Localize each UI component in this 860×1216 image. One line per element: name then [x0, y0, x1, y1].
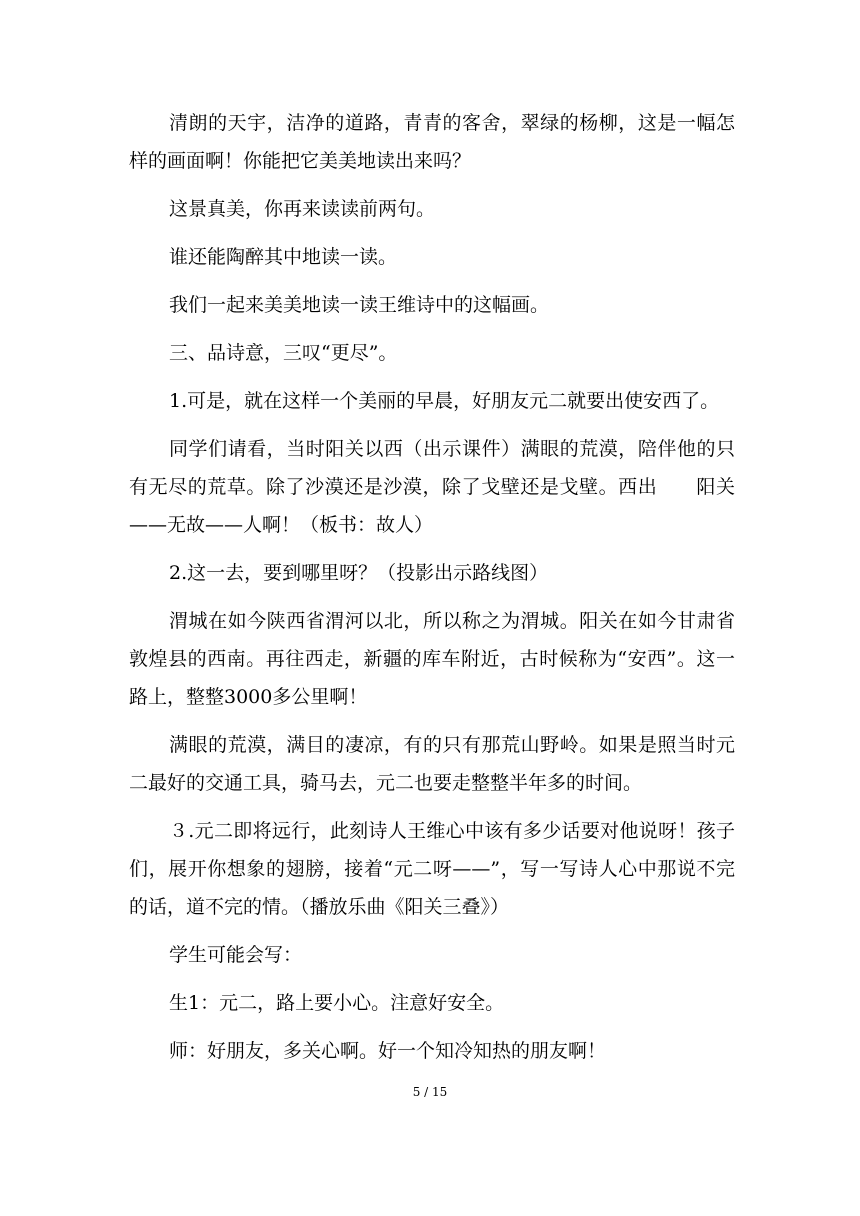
- paragraph: 渭城在如今陕西省渭河以北，所以称之为渭城。阳关在如今甘肃省敦煌县的西南。再往西走，新疆的库车附近，古时候称为“安西”。这一路上，整整3000多公里啊！: [129, 610, 735, 708]
- paragraph: 生1：元二，路上要小心。注意好安全。: [169, 992, 505, 1014]
- paragraph: 同学们请看，当时阳关以西（出示课件）满眼的荒漠，陪伴他的只有无尽的荒草。除了沙漠还是沙漠，除了戈壁还是戈壁。西出 阳关——无故——人啊！（板书：故人）: [129, 438, 735, 536]
- document-body: [129, 104, 735, 1070]
- paragraph: 1.可是，就在这样一个美丽的早晨，好朋友元二就要出使安西了。: [169, 390, 720, 412]
- paragraph: ３.元二即将远行，此刻诗人王维心中该有多少话要对他说呀！孩子们，展开你想象的翅膀，接着“元二呀——”，写一写诗人心中那说不完的话，道不完的情。（播放乐曲《阳关三叠》）: [129, 820, 735, 918]
- paragraph: 清朗的天宇，洁净的道路，青青的客舍，翠绿的杨柳，这是一幅怎样的画面啊！你能把它美美地读出来吗？: [129, 112, 735, 172]
- paragraph: 学生可能会写：: [169, 944, 303, 966]
- page-number: 5 / 15: [412, 1085, 448, 1099]
- section-heading: 三、品诗意，三叹“更尽”。: [169, 342, 398, 364]
- paragraph: 谁还能陶醉其中地读一读。: [169, 246, 398, 268]
- paragraph: 师：好朋友，多关心啊。好一个知冷知热的朋友啊！: [169, 1040, 607, 1062]
- paragraph: 2.这一去，要到哪里呀？（投影出示路线图）: [169, 562, 549, 584]
- paragraph: 我们一起来美美地读一读王维诗中的这幅画。: [169, 294, 550, 316]
- paragraph: 这景真美，你再来读读前两句。: [169, 198, 436, 220]
- paragraph: 满眼的荒漠，满目的凄凉，有的只有那荒山野岭。如果是照当时元二最好的交通工具，骑马去，元二也要走整整半年多的时间。: [129, 734, 735, 794]
